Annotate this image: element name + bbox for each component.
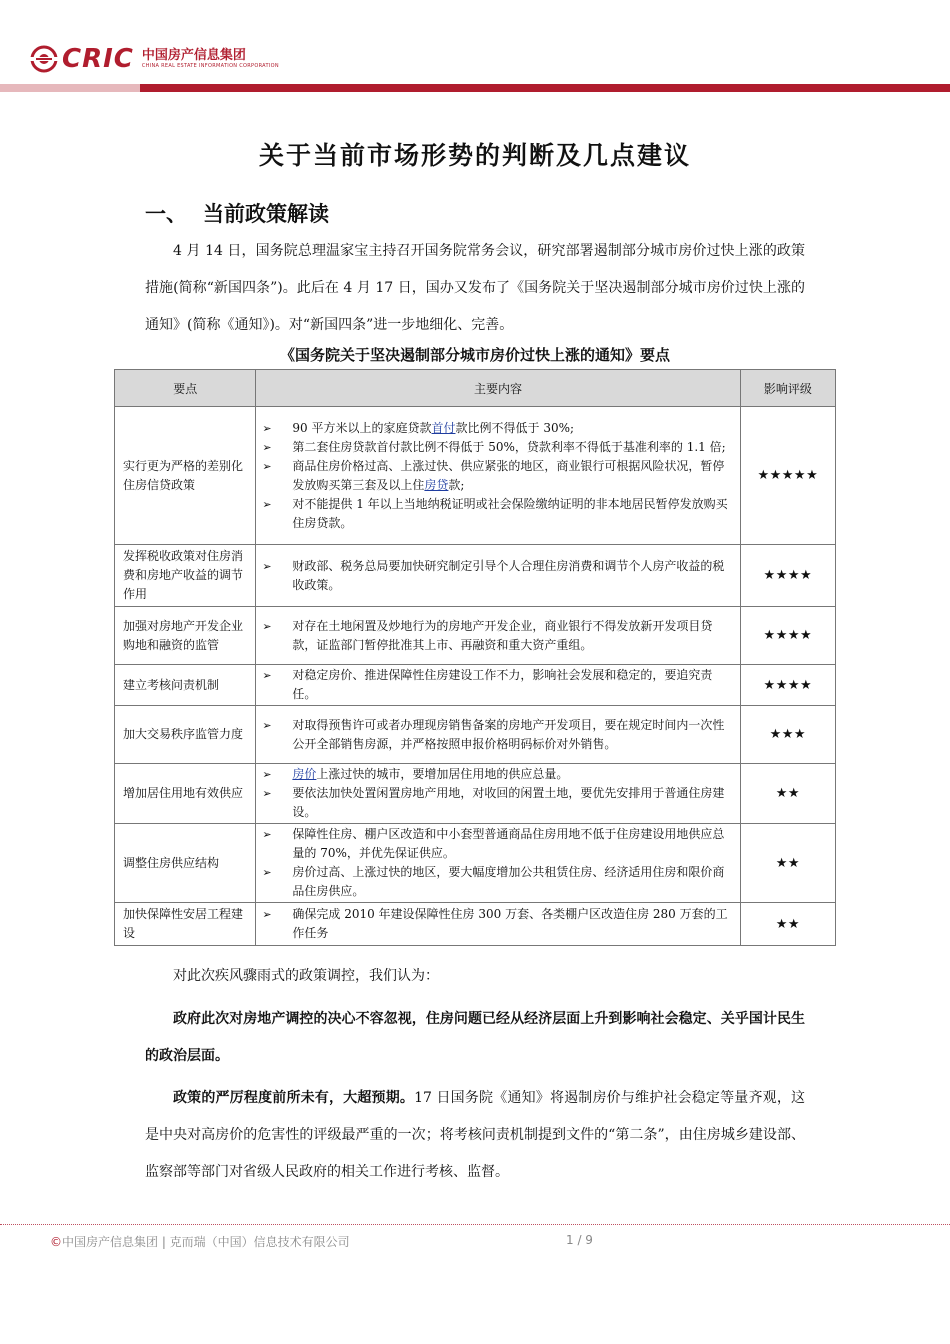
bullet-arrow-icon: ➢ <box>262 559 272 573</box>
bullet-text <box>292 557 731 595</box>
row-point: 加强对房地产开发企业购地和融资的监管 <box>115 607 256 665</box>
paragraph-opinion-intro: 对此次疾风骤雨式的政策调控，我们认为： <box>173 968 439 984</box>
footer-company <box>50 1233 610 1250</box>
row-rating-stars: ★★ <box>740 824 835 903</box>
table-row <box>115 903 836 946</box>
row-point: 实行更为严格的差别化住房信贷政策 <box>115 407 256 545</box>
table-row <box>115 607 836 665</box>
table-row <box>115 706 836 764</box>
bullet-item <box>262 457 731 495</box>
bullet-text <box>292 438 731 457</box>
text-segment: 对存在土地闲置及炒地行为的房地产开发企业，商业银行不得发放新开发项目贷款，证监部门暂停批准其上市、再融资和重大资产重组。 <box>292 618 713 652</box>
row-point: 调整住房供应结构 <box>115 824 256 903</box>
bullet-text <box>292 457 731 495</box>
row-rating-stars: ★★ <box>740 764 835 824</box>
bullet-arrow-icon: ➢ <box>262 421 272 435</box>
row-content <box>256 665 740 706</box>
table-caption: 《国务院关于坚决遏制部分城市房价过快上涨的通知》要点 <box>279 346 670 364</box>
paragraph-opinion-2 <box>145 1080 805 1191</box>
table-row <box>115 665 836 706</box>
header-rating: 影响评级 <box>740 370 835 407</box>
term-link[interactable]: 房贷 <box>424 477 449 492</box>
row-rating-stars: ★★★★ <box>740 607 835 665</box>
text-segment: 房价过高、上涨过快的地区，要大幅度增加公共租赁住房、经济适用住房和限价商品住房供应。 <box>292 865 725 898</box>
row-content <box>256 545 740 607</box>
cric-logo-icon <box>30 45 58 73</box>
page-header <box>0 0 950 100</box>
document-title: 关于当前市场形势的判断及几点建议 <box>258 141 691 170</box>
bullet-arrow-icon: ➢ <box>262 440 272 454</box>
row-rating-stars: ★★★ <box>740 706 835 764</box>
text-segment: 商品住房价格过高、上涨过快、供应紧张的地区，商业银行可根据风险状况，暂停发放购买第三套及以上住 <box>292 458 725 492</box>
bullet-item <box>262 905 731 943</box>
row-content <box>256 903 740 946</box>
row-point: 增加居住用地有效供应 <box>115 764 256 824</box>
section-heading <box>145 198 329 228</box>
row-rating-stars: ★★★★ <box>740 545 835 607</box>
bullet-item <box>262 419 731 438</box>
copyright-icon: © <box>50 1235 62 1249</box>
text-segment: 上涨过快的城市，要增加居住用地的供应总量。 <box>316 767 569 781</box>
header-divider-bar <box>0 84 950 92</box>
table-row <box>115 407 836 545</box>
bullet-text <box>292 825 731 863</box>
header-bar-dark <box>140 84 950 92</box>
text-segment: 款; <box>448 477 465 492</box>
text-segment: 对不能提供 1 年以上当地纳税证明或社会保险缴纳证明的非本地居民暂停发放购买住房贷款。 <box>292 496 728 530</box>
cric-logo <box>30 44 279 74</box>
table-row <box>115 545 836 607</box>
section-number: 一、 <box>145 201 187 226</box>
bullet-arrow-icon: ➢ <box>262 718 272 732</box>
bullet-arrow-icon: ➢ <box>262 497 272 511</box>
page-number: 1 / 9 <box>566 1233 593 1247</box>
logo-en-name: CHINA REAL ESTATE INFORMATION CORPORATION <box>141 63 279 69</box>
term-link[interactable]: 首付 <box>431 420 456 435</box>
text-segment: 对取得预售许可或者办理现房销售备案的房地产开发项目，要在规定时间内一次性公开全部销售房源，并严格按照申报价格明码标价对外销售。 <box>292 717 725 751</box>
logo-wordmark: CRIC <box>62 44 134 74</box>
bullet-text <box>292 495 731 533</box>
text-segment: 财政部、税务总局要加快研究制定引导个人合理住房消费和调节个人房产收益的税收政策。 <box>292 558 725 592</box>
row-rating-stars: ★★ <box>740 903 835 946</box>
row-point: 加大交易秩序监管力度 <box>115 706 256 764</box>
footer-divider <box>0 1224 950 1225</box>
text-segment: 要依法加快处置闲置房地产用地，对收回的闲置土地，要优先安排用于普通住房建设。 <box>292 786 725 819</box>
bullet-text <box>292 716 731 754</box>
table-row <box>115 824 836 903</box>
text-segment: 90 平方米以上的家庭贷款 <box>292 420 432 435</box>
bullet-arrow-icon: ➢ <box>262 828 272 841</box>
policy-table <box>114 369 836 946</box>
bullet-item <box>262 716 731 754</box>
text-segment: 保障性住房、棚户区改造和中小套型普通商品住房用地不低于住房建设用地供应总量的 70%，并优先保证供应。 <box>292 827 725 860</box>
row-content <box>256 407 740 545</box>
row-content <box>256 764 740 824</box>
bullet-text <box>292 617 731 655</box>
text-segment: 第二套住房贷款首付款比例不得低于 50%，贷款利率不得低于基准利率的 1.1 倍; <box>292 439 726 454</box>
bullet-item <box>262 557 731 595</box>
text-segment: 款比例不得低于 30%; <box>455 420 575 435</box>
bullet-text <box>292 666 731 704</box>
bullet-item <box>262 863 731 901</box>
bullet-item <box>262 617 731 655</box>
row-content <box>256 706 740 764</box>
row-content <box>256 824 740 903</box>
bullet-item <box>262 438 731 457</box>
bullet-arrow-icon: ➢ <box>262 866 272 879</box>
footer-company-text: 中国房产信息集团 | 克而瑞（中国）信息技术有限公司 <box>62 1235 350 1249</box>
row-point: 建立考核问责机制 <box>115 665 256 706</box>
text-segment: 对稳定房价、推进保障性住房建设工作不力，影响社会发展和稳定的，要追究责任。 <box>292 668 713 701</box>
bullet-arrow-icon: ➢ <box>262 459 272 473</box>
table-row <box>115 764 836 824</box>
opinion-2-bold: 政策的严厉程度前所未有，大超预期。 <box>173 1090 415 1106</box>
logo-cn-name: 中国房产信息集团 <box>141 48 246 63</box>
section-title: 当前政策解读 <box>203 201 329 226</box>
table-header-row <box>115 370 836 407</box>
bullet-arrow-icon: ➢ <box>262 768 272 781</box>
row-rating-stars: ★★★★★ <box>740 407 835 545</box>
bullet-text <box>292 863 731 901</box>
bullet-arrow-icon: ➢ <box>262 619 272 633</box>
bullet-item <box>262 784 731 822</box>
logo-company-name <box>142 48 279 70</box>
bullet-item <box>262 765 731 784</box>
row-rating-stars: ★★★★ <box>740 665 835 706</box>
policy-table-body <box>115 407 836 946</box>
bullet-arrow-icon: ➢ <box>262 787 272 800</box>
bullet-item <box>262 666 731 704</box>
text-segment: 确保完成 2010 年建设保障性住房 300 万套、各类棚户区改造住房 280 万套的工作任务 <box>292 907 728 940</box>
bullet-text <box>292 765 731 784</box>
bullet-item <box>262 495 731 533</box>
bullet-item <box>262 825 731 863</box>
term-link[interactable]: 房价 <box>292 767 317 781</box>
header-point: 要点 <box>115 370 256 407</box>
header-content: 主要内容 <box>256 370 740 407</box>
bullet-text <box>292 419 731 438</box>
opinion-1-bold: 政府此次对房地产调控的决心不容忽视，住房问题已经从经济层面上升到影响社会稳定、关乎国计民生的政治层面。 <box>145 1011 805 1064</box>
paragraph-opinion-1 <box>145 1001 805 1075</box>
bullet-arrow-icon: ➢ <box>262 669 272 682</box>
bullet-arrow-icon: ➢ <box>262 908 272 921</box>
bullet-text <box>292 784 731 822</box>
intro-paragraph: 4 月 14 日，国务院总理温家宝主持召开国务院常务会议，研究部署遏制部分城市房价过快上涨的政策措施(简称“新国四条”)。此后在 4 月 17 日，国办又发布了《国务院关于坚决遏制部分城市房价过快上涨的通知》(简称《通知》)。对“新国四条”进一步地细化、完善。 <box>145 243 805 333</box>
header-bar-light <box>0 84 140 92</box>
row-point: 加快保障性安居工程建设 <box>115 903 256 946</box>
bullet-text <box>292 905 731 943</box>
row-point: 发挥税收政策对住房消费和房地产收益的调节作用 <box>115 545 256 607</box>
row-content <box>256 607 740 665</box>
opinion-2-text: 17 日国务院《通知》将遏制房价与维护社会稳定等量齐观，这是中央对高房价的危害性的评级最严重的一次；将考核问责机制提到文件的“第二条”，由住房城乡建设部、监察部等部门对省级人民政府的相关工作进行考核、监督。 <box>145 1090 806 1180</box>
